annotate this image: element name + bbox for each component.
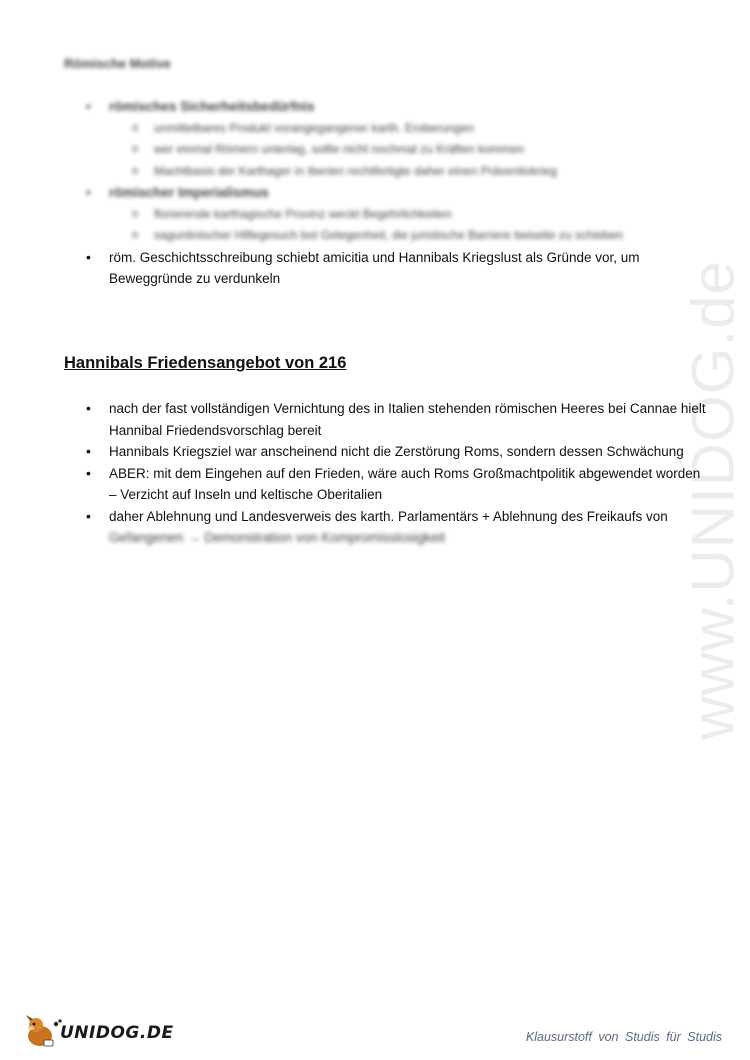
footer-brand: UNIDOG.DE: [60, 1023, 174, 1043]
footer-tagline: Klausurstoff von Studis für Studis: [525, 1030, 722, 1044]
sub-list: [132, 204, 709, 247]
list-item: [86, 247, 709, 290]
section-heading-roman-motives: Römische Motive: [64, 56, 171, 71]
list-item: [86, 506, 709, 549]
sub-list: [132, 118, 709, 183]
peace-offer-list: [86, 398, 709, 549]
sub-list-item: o saguntinischer Hilfegesuch bot Gelegenheit, die juristische Barriere beiseite zu schieben: [132, 225, 644, 247]
list-item: [86, 463, 709, 506]
list-item: [86, 441, 709, 463]
watermark: www.UNIDOG.de: [679, 260, 747, 740]
list-item-text: nach der fast vollständigen Vernichtung des in Italien stehenden römischen Heeres bei Cannae hielt Hannibal Friedendsvorschlag bereit: [109, 401, 706, 438]
list-item-text: röm. Geschichtsschreibung schiebt amicitia und Hannibals Kriegslust als Gründe vor, um Beweggründe zu verdunkeln: [109, 249, 640, 286]
list-item-text: daher Ablehnung und Landesverweis des karth. Parlamentärs + Ablehnung des Freikaufs von: [109, 508, 668, 524]
list-item-text: römischer Imperialismus: [109, 185, 269, 200]
list-item-text: ABER: mit dem Eingehen auf den Frieden, wäre auch Roms Großmachtpolitik abgewendet worden – Verzicht auf Inseln und keltische Oberitalien: [109, 465, 701, 502]
list-item-text: Hannibals Kriegsziel war anscheinend nicht die Zerstörung Roms, sondern dessen Schwächung: [109, 444, 684, 459]
list-item: [86, 182, 709, 247]
section-heading-peace-offer: Hannibals Friedensangebot von 216: [64, 354, 347, 372]
list-item-continuation: Gefangenen → Demonstration von Kompromisslosigkeit: [109, 530, 446, 545]
sub-list-item: o florierende karthagische Provinz weckt Begehrlichkeiten: [132, 204, 644, 226]
sub-list-item: o unmittelbares Produkt vorangegangener karth. Eroberungen: [132, 118, 644, 140]
sub-list-item: o Machtbasis der Karthager in Iberien rechtfertigte daher einen Präventivkrieg: [132, 161, 644, 183]
list-item: [86, 398, 709, 441]
list-item-text: römisches Sicherheitsbedürfnis: [109, 99, 315, 114]
sub-list-item: o wer einmal Römern unterlag, sollte nicht nochmal zu Kräften kommen: [132, 139, 644, 161]
list-item: [86, 96, 709, 182]
roman-motives-list: [86, 96, 709, 290]
